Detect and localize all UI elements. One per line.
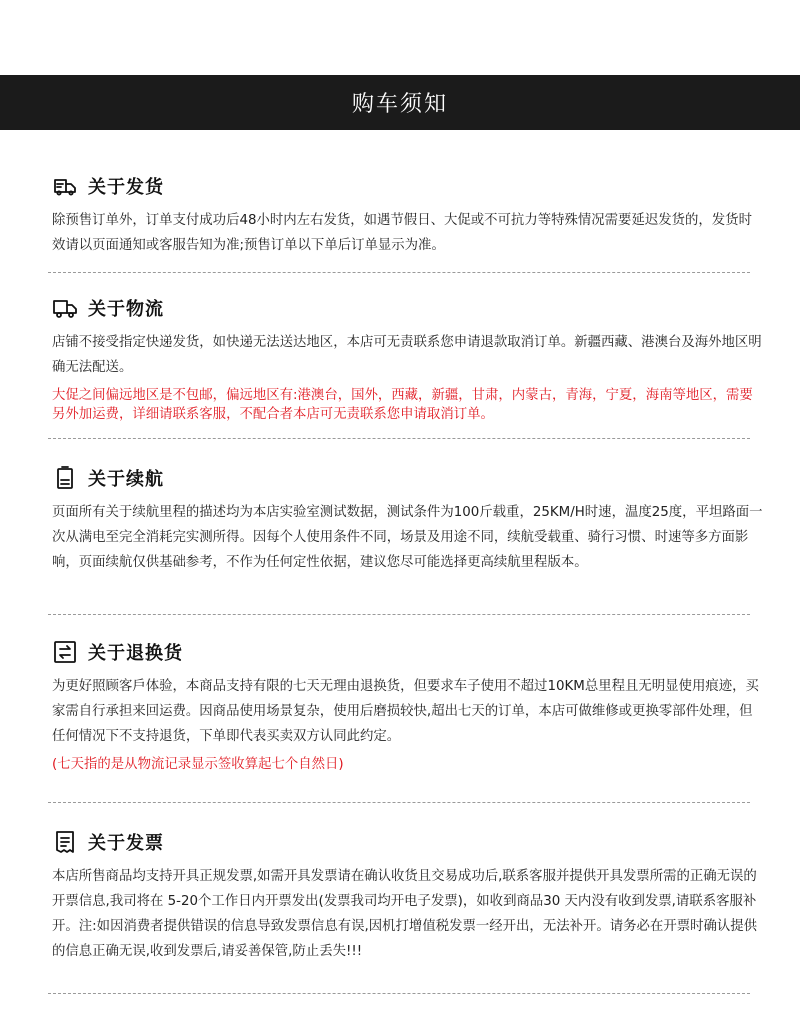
divider xyxy=(48,438,750,439)
section-header xyxy=(52,638,764,666)
section-invoice xyxy=(52,828,764,964)
section-logistics xyxy=(52,294,764,424)
logistics-truck-icon xyxy=(52,295,78,321)
section-title: 关于发货 xyxy=(88,177,164,198)
battery-icon xyxy=(52,465,78,491)
section-text: 页面所有关于续航里程的描述均为本店实验室测试数据，测试条件为100斤载重，25KM/H时速，温度25度，平坦路面一次从满电至完全消耗完实测所得。因每个人使用条件不同，场景及用途不同，续航受载重、骑行习惯、时速等多方面影响，页面续航仅供基础参考，不作为任何定性依据，建议您尽可能选择更高续航里程版本。 xyxy=(52,505,763,570)
section-header xyxy=(52,172,764,200)
section-header xyxy=(52,294,764,322)
section-range xyxy=(52,464,764,575)
page-banner xyxy=(0,75,800,130)
exchange-icon xyxy=(52,639,78,665)
section-title: 关于退换货 xyxy=(88,643,183,664)
section-text: 店铺不接受指定快递发货，如快递无法送达地区，本店可无责联系您申请退款取消订单。新疆西藏、港澳台及海外地区明确无法配送。 xyxy=(52,335,762,375)
divider xyxy=(48,614,750,615)
divider xyxy=(48,993,750,994)
delivery-truck-icon xyxy=(52,173,78,199)
section-title: 关于物流 xyxy=(88,299,164,320)
divider xyxy=(48,802,750,803)
section-title: 关于续航 xyxy=(88,469,164,490)
remote-area-notice: 大促之间偏远地区是不包邮，偏远地区有:港澳台，国外，西藏，新疆，甘肃，内蒙古，青海，宁夏，海南等地区，需要另外加运费，详细请联系客服，不配合者本店可无责联系您申请取消订单。 xyxy=(52,388,753,422)
section-title: 关于发票 xyxy=(88,833,164,854)
divider xyxy=(48,272,750,273)
section-header xyxy=(52,464,764,492)
section-shipping xyxy=(52,172,764,258)
section-returns xyxy=(52,638,764,774)
section-text: 本店所售商品均支持开具正规发票,如需开具发票请在确认收货且交易成功后,联系客服并提供开具发票所需的正确无误的开票信息,我司将在 5-20个工作日内开票发出(发票我司均开电子发票)，如收到商品30 天内没有收到发票,请联系客服补开。注:如因消费者提供错误的信息导致发票信息有误,因机打增值税发票一经开出，无法补开。请务必在开票时确认提供的信息正确无误,收到发票后,请妥善保管,防止丢失!!! xyxy=(52,869,758,959)
section-header xyxy=(52,828,764,856)
section-text: 除预售订单外，订单支付成功后48小时内左右发货，如遇节假日、大促或不可抗力等特殊情况需要延迟发货的，发货时效请以页面通知或客服告知为准;预售订单以下单后订单显示为准。 xyxy=(52,213,752,253)
invoice-icon xyxy=(52,829,78,855)
seven-day-notice: (七天指的是从物流记录显示签收算起七个自然日) xyxy=(52,757,344,772)
banner-title: 购车须知 xyxy=(351,92,448,117)
section-text: 为更好照顾客戶体验，本商品支持有限的七天无理由退换货，但要求车子使用不超过10KM总里程且无明显使用痕迹，买家需自行承担来回运费。因商品使用场景复杂，使用后磨损较快,超出七天的订单，本店可做维修或更换零部件处理，但任何情况下不支持退货，下单即代表买卖双方认同此约定。 xyxy=(52,679,759,744)
